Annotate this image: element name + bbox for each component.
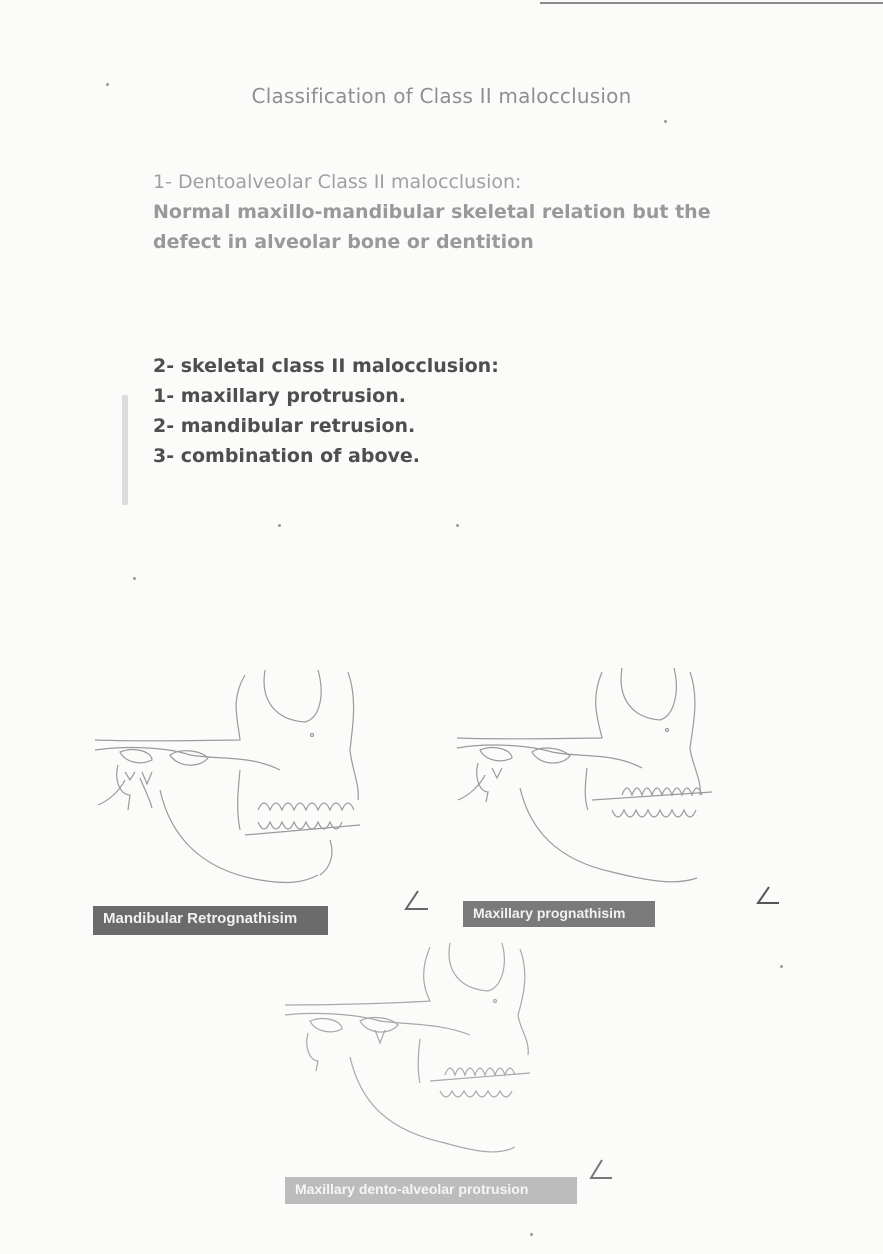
caption-maxillary-prognathism: Maxillary prognathisim [463,901,655,927]
skull-drawing-1 [90,660,380,910]
scan-margin-smudge [122,395,128,505]
section2-item-3: 3- combination of above. [153,445,420,467]
scan-speck [780,965,783,968]
figure-mandibular-retrognathism [90,660,380,910]
skull-drawing-3 [280,935,570,1175]
section2-item-2: 2- mandibular retrusion. [153,415,416,437]
scan-speck [456,524,459,527]
scan-speck [106,83,109,86]
figure-maxillary-dentoalveolar-protrusion [280,935,570,1175]
caption-maxillary-dentoalveolar-protrusion: Maxillary dento-alveolar protrusion [285,1177,577,1204]
section2-heading: 2- skeletal class II malocclusion: [153,355,499,377]
scan-edge-line [540,2,883,4]
scan-speck [133,577,136,580]
figure-maxillary-prognathism [452,660,742,900]
scan-speck [664,120,667,123]
section1-line1: Normal maxillo-mandibular skeletal relation but the [153,201,711,223]
tick-mark-1 [402,889,430,911]
section-skeletal [153,351,499,471]
scan-speck [530,1233,533,1236]
scan-speck [278,524,281,527]
tick-mark-3 [588,1158,614,1180]
document-title: Classification of Class II malocclusion [251,84,632,108]
section1-heading: 1- Dentoalveolar Class II malocclusion: [153,171,522,193]
caption-mandibular-retrognathism: Mandibular Retrognathisim [93,906,328,935]
tick-mark-2 [755,885,781,905]
skull-drawing-2 [452,660,742,900]
section-dentoalveolar [153,167,711,257]
section2-item-1: 1- maxillary protrusion. [153,385,406,407]
section1-line2: defect in alveolar bone or dentition [153,231,534,253]
